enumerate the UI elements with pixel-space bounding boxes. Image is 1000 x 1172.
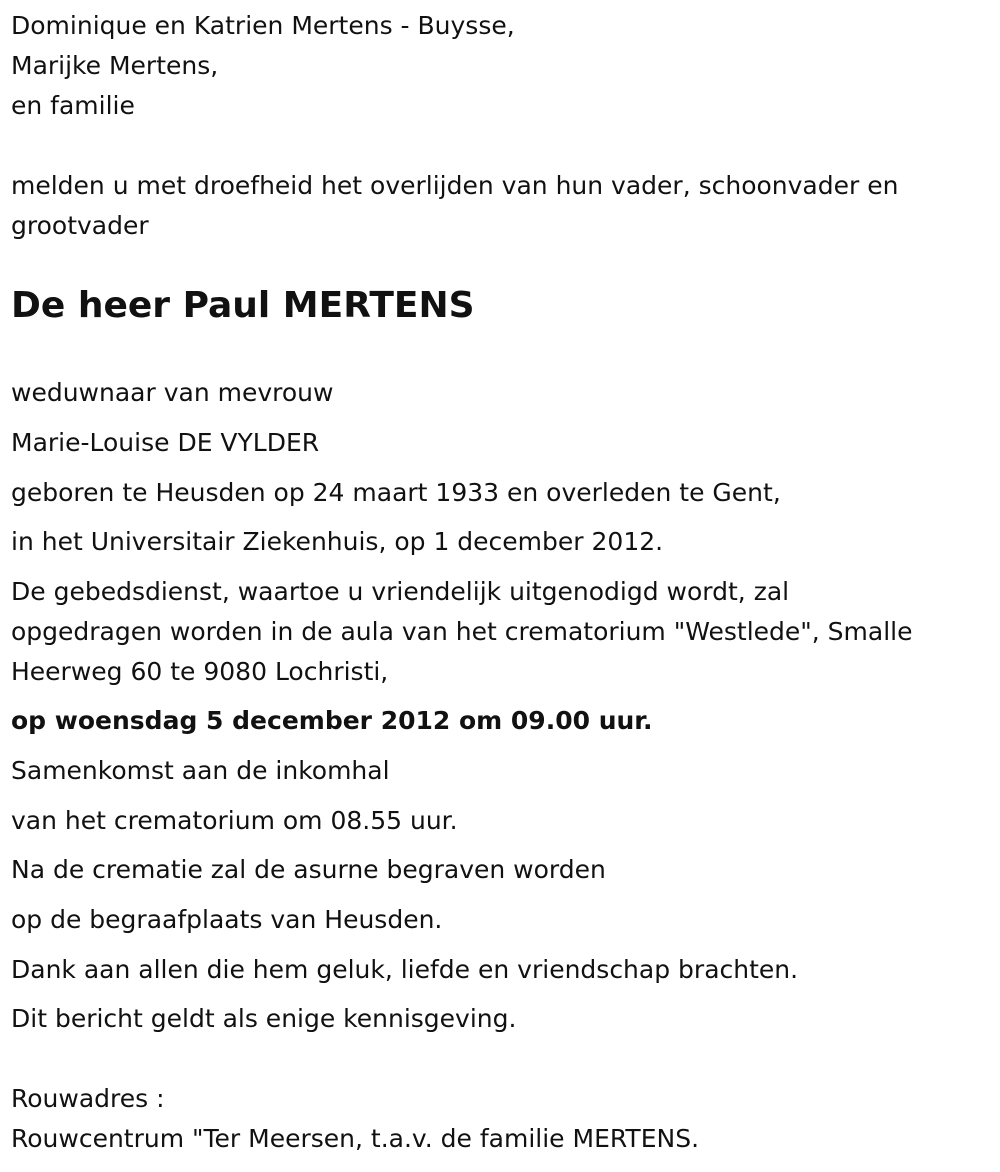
notice-line: Dit bericht geldt als enige kennisgeving. bbox=[11, 1004, 517, 1033]
burial-line: op de begraafplaats van Heusden. bbox=[11, 905, 443, 934]
burial-block-1 bbox=[11, 850, 991, 890]
announcement-line: grootvader bbox=[11, 211, 149, 240]
gathering-line: van het crematorium om 08.55 uur. bbox=[11, 806, 458, 835]
service-time: op woensdag 5 december 2012 om 09.00 uur. bbox=[11, 706, 653, 735]
gathering-block-1 bbox=[11, 751, 991, 791]
service-time-block bbox=[11, 701, 991, 741]
place-date-block bbox=[11, 522, 991, 562]
gathering-line: Samenkomst aan de inkomhal bbox=[11, 756, 390, 785]
details-block bbox=[11, 373, 991, 413]
birth-death-line: geboren te Heusden op 24 maart 1933 en overleden te Gent, bbox=[11, 478, 781, 507]
notice-block bbox=[11, 999, 991, 1039]
service-line: opgedragen worden in de aula van het crematorium "Westlede", Smalle bbox=[11, 617, 913, 646]
announcer-line: en familie bbox=[11, 91, 135, 120]
mourning-address-value: Rouwcentrum "Ter Meersen, t.a.v. de familie MERTENS. bbox=[11, 1124, 700, 1153]
widower-line: weduwnaar van mevrouw bbox=[11, 378, 334, 407]
service-line: Heerweg 60 te 9080 Lochristi, bbox=[11, 657, 389, 686]
service-line: De gebedsdienst, waartoe u vriendelijk uitgenodigd wordt, zal bbox=[11, 577, 790, 606]
spouse-block bbox=[11, 423, 991, 463]
gathering-block-2 bbox=[11, 801, 991, 841]
burial-block-2 bbox=[11, 900, 991, 940]
mourning-address-label: Rouwadres : bbox=[11, 1084, 165, 1113]
place-date-line: in het Universitair Ziekenhuis, op 1 december 2012. bbox=[11, 527, 664, 556]
burial-line: Na de crematie zal de asurne begraven worden bbox=[11, 855, 606, 884]
announcer-line: Marijke Mertens, bbox=[11, 51, 219, 80]
deceased-name: De heer Paul MERTENS bbox=[11, 285, 475, 326]
announcer-line: Dominique en Katrien Mertens - Buysse, bbox=[11, 11, 515, 40]
birth-death-block bbox=[11, 473, 991, 513]
service-block bbox=[11, 572, 991, 692]
mourning-address-block bbox=[11, 1079, 991, 1159]
thanks-line: Dank aan allen die hem geluk, liefde en vriendschap brachten. bbox=[11, 955, 799, 984]
thanks-block bbox=[11, 950, 991, 990]
spouse-name: Marie-Louise DE VYLDER bbox=[11, 428, 320, 457]
announcement-line: melden u met droefheid het overlijden van hun vader, schoonvader en bbox=[11, 171, 899, 200]
announcement-block bbox=[11, 166, 991, 246]
announcers-block bbox=[11, 6, 991, 126]
